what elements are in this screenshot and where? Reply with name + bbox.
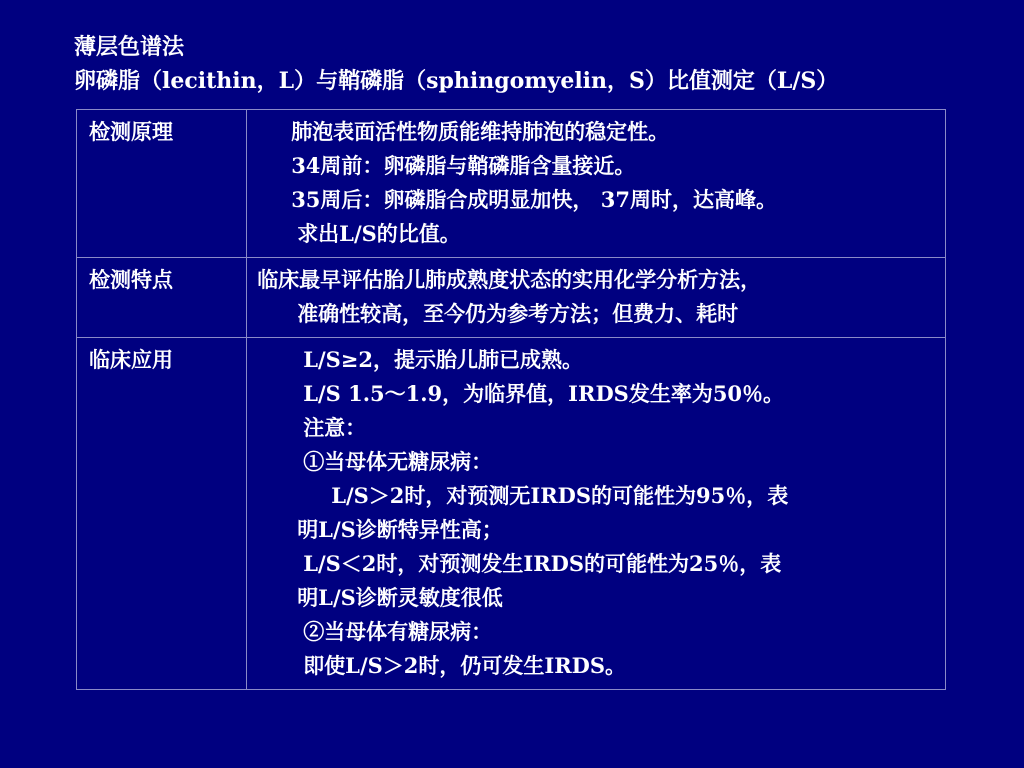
content-line: 肺泡表面活性物质能维持肺泡的稳定性。 <box>291 119 670 144</box>
row-content-features <box>247 258 946 338</box>
row-label-features: 检测特点 <box>77 258 247 338</box>
row-label-principle: 检测原理 <box>77 110 247 258</box>
content-line: L/S＜2时，对预测发生IRDS的可能性为25％，表 <box>303 551 782 576</box>
row-content-application <box>247 338 946 690</box>
content-line: L/S＞2时，对预测无IRDS的可能性为95％，表 <box>331 483 789 508</box>
content-line: 即使L/S＞2时，仍可发生IRDS。 <box>303 653 627 678</box>
table-row-principle <box>77 110 946 258</box>
title-line-2: 卵磷脂（lecithin，L）与鞘磷脂（sphingomyelin，S）比值测定（L/S） <box>74 68 839 94</box>
table-row-application <box>77 338 946 690</box>
content-line: 35周后：卵磷脂合成明显加快， 37周时，达高峰。 <box>291 187 777 212</box>
content-line: 求出L/S的比值。 <box>297 221 461 246</box>
content-line: 明L/S诊断特异性高； <box>297 517 503 542</box>
content-line: ①当母体无糖尿病： <box>303 449 493 474</box>
row-content-principle <box>247 110 946 258</box>
ls-ratio-table <box>76 109 946 690</box>
content-line: 明L/S诊断灵敏度很低 <box>297 585 503 610</box>
content-line: ②当母体有糖尿病： <box>303 619 493 644</box>
content-line: 准确性较高，至今仍为参考方法；但费力、耗时 <box>297 301 739 326</box>
content-line: 临床最早评估胎儿肺成熟度状态的实用化学分析方法， <box>257 267 762 292</box>
title-line-1: 薄层色谱法 <box>74 34 185 60</box>
content-line: L/S 1.5～1.9，为临界值，IRDS发生率为50％。 <box>303 381 785 406</box>
slide-title <box>74 30 838 98</box>
table-row-features <box>77 258 946 338</box>
content-line: 注意： <box>303 415 367 440</box>
content-line: 34周前：卵磷脂与鞘磷脂含量接近。 <box>291 153 636 178</box>
content-line: L/S≥2，提示胎儿肺已成熟。 <box>303 347 583 372</box>
row-label-application: 临床应用 <box>77 338 247 690</box>
